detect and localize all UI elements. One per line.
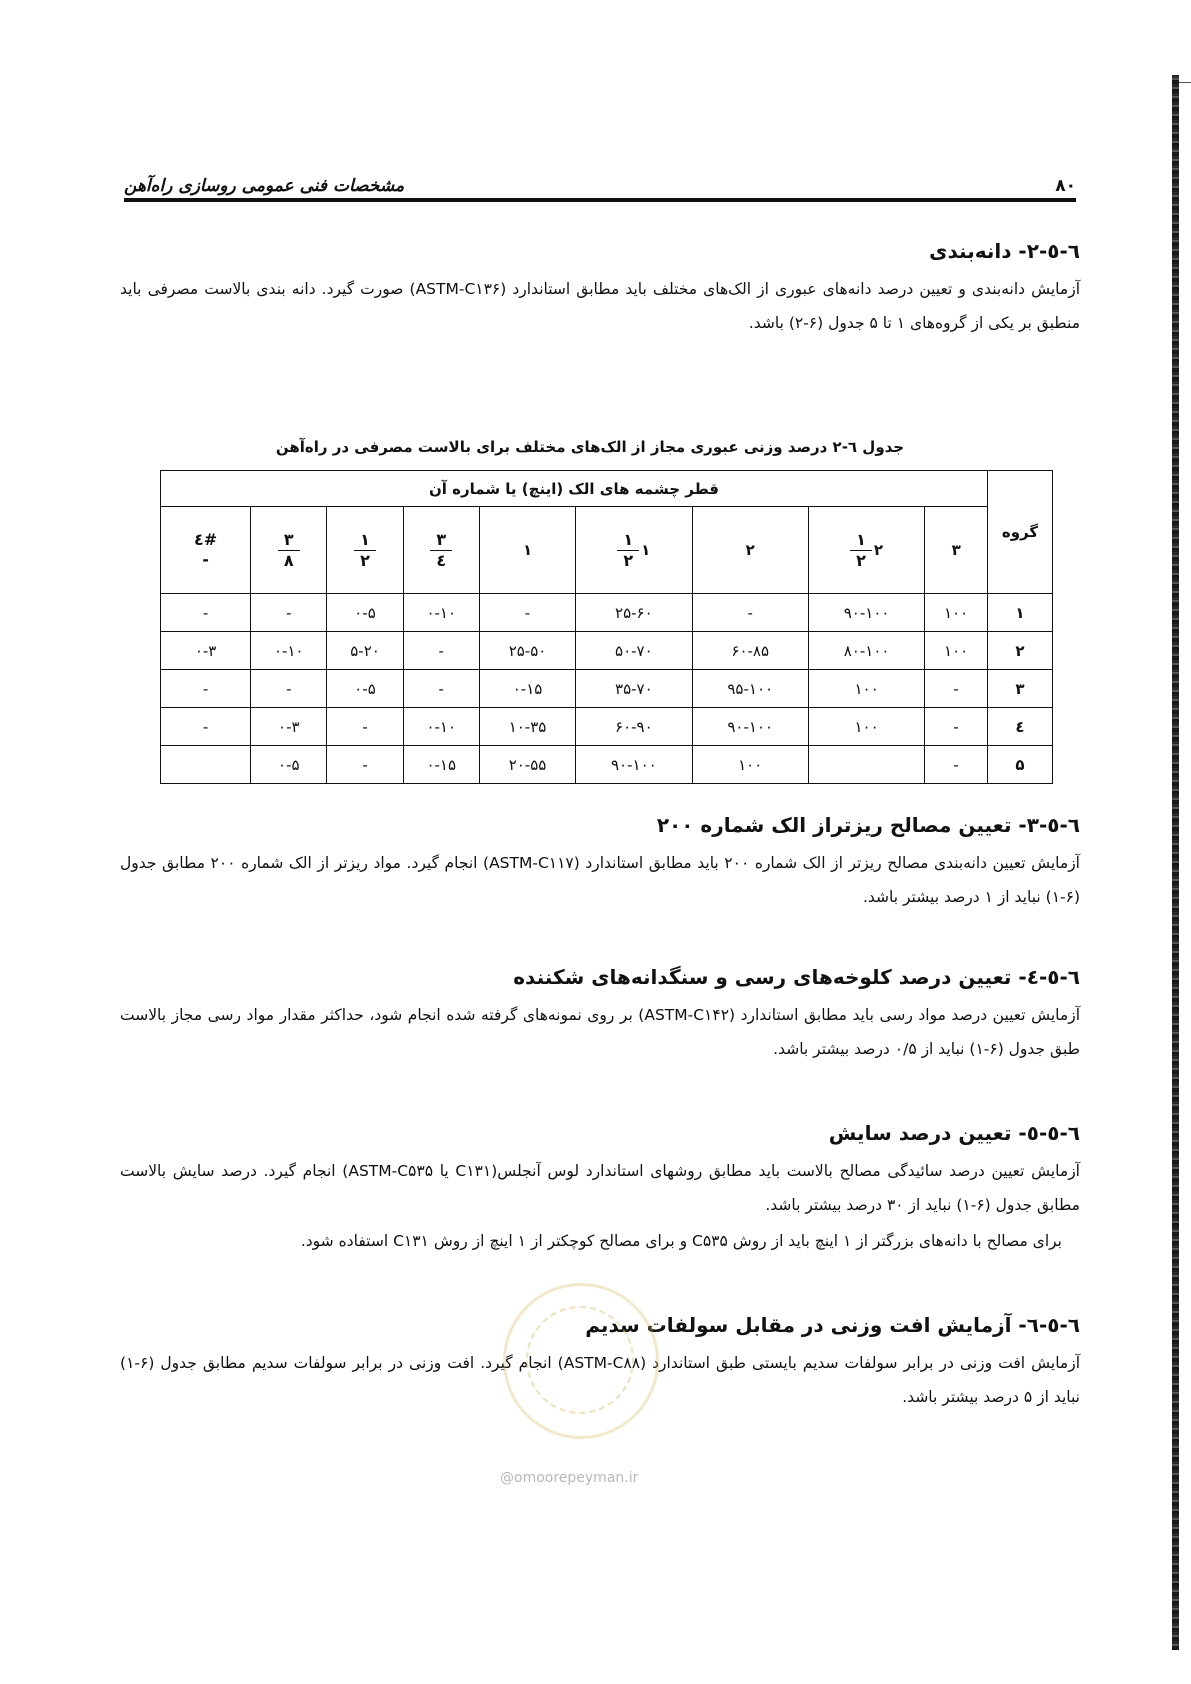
table-row — [161, 670, 1053, 708]
section-heading: ٦-٥-٤- تعیین درصد کلوخه‌های رسی و سنگدانه‌های شکننده — [513, 965, 1080, 989]
cell-group: ۲ — [988, 632, 1053, 670]
sieve-3/4: $\frac{۳}{٤}$ — [403, 507, 479, 594]
table-cell: ۰-۵ — [327, 670, 403, 708]
table-cell: - — [925, 708, 988, 746]
cell-group: ۱ — [988, 594, 1053, 632]
watermark-url: @omoorepeyman.ir — [500, 1470, 639, 1486]
table-cell: ۱۰۰ — [808, 708, 924, 746]
gradation-table — [160, 470, 1053, 784]
table-cell: ۱۰۰ — [808, 670, 924, 708]
table-cell: ۶۰-۸۵ — [692, 632, 808, 670]
table-cell: - — [161, 708, 251, 746]
table-cell: - — [925, 746, 988, 784]
table-cell: ۹۵-۱۰۰ — [692, 670, 808, 708]
table-cell: ۰-۱۰ — [403, 594, 479, 632]
table-cell: ۲۵-۵۰ — [479, 632, 575, 670]
table-row — [161, 746, 1053, 784]
table-cell: ۰-۵ — [251, 746, 327, 784]
table-row — [161, 594, 1053, 632]
sieve-no4: #٤ - — [161, 507, 251, 594]
table-cell: ۹۰-۱۰۰ — [576, 746, 692, 784]
section-heading: ٦-٥-٥- تعیین درصد سایش — [828, 1121, 1080, 1145]
table-cell: ۵۰-۷۰ — [576, 632, 692, 670]
table-cell: ۳۵-۷۰ — [576, 670, 692, 708]
sieve-1-1/2: ۱ $\frac{۱}{۲}$ — [576, 507, 692, 594]
table-cell: ۱۰۰ — [925, 594, 988, 632]
cell-group: ۳ — [988, 670, 1053, 708]
section-paragraph: آزمایش تعیین درصد مواد رسی باید مطابق استاندارد (ASTM-C۱۴۲) بر روی نمونه‌های گرفته شده انجام شود، حداکثر مقدار مواد رسی مجاز بالاست طبق جدول (۶-۱) نباید از ۰/۵ درصد بیشتر باشد. — [120, 1006, 1080, 1058]
table-cell: - — [161, 594, 251, 632]
table-cell: ۰-۳ — [251, 708, 327, 746]
running-header — [124, 168, 1076, 196]
table-cell: - — [161, 670, 251, 708]
section-gradation — [120, 236, 1080, 340]
table-cell: ۲۵-۶۰ — [576, 594, 692, 632]
table-row — [161, 632, 1053, 670]
table-cell: ۱۰-۳۵ — [479, 708, 575, 746]
watermark-seal — [503, 1283, 659, 1439]
table-cell: - — [403, 632, 479, 670]
table-cell: - — [327, 708, 403, 746]
header-group: گروه — [988, 471, 1053, 594]
table-cell: - — [692, 594, 808, 632]
page-number: ۸۰ — [1055, 176, 1076, 196]
section-clay-lumps — [120, 962, 1080, 1066]
header-sieve-sizes: قطر چشمه های الک (اینچ) یا شماره آن — [161, 471, 988, 507]
table-cell: ۰-۵ — [327, 594, 403, 632]
table-caption: جدول ٦-٢ درصد وزنی عبوری مجاز از الک‌های مختلف برای بالاست مصرفی در راه‌آهن — [275, 438, 905, 456]
table-cell: ۶۰-۹۰ — [576, 708, 692, 746]
table-cell: - — [327, 746, 403, 784]
table-cell: ۵-۲۰ — [327, 632, 403, 670]
page-edge-tick — [1179, 82, 1191, 83]
table-cell: ۹۰-۱۰۰ — [808, 594, 924, 632]
page-edge-scan-strip — [1172, 75, 1179, 1650]
table-cell: ۰-۳ — [161, 632, 251, 670]
table-cell: ۰-۱۰ — [403, 708, 479, 746]
table-cell: ۰-۱۵ — [403, 746, 479, 784]
section-paragraph: آزمایش افت وزنی در برابر سولفات سدیم بایستی طبق استاندارد (ASTM-C۸۸) انجام گیرد. افت وزنی در برابر سولفات سدیم مطابق جدول (۶-۱) نباید از ۵ درصد بیشتر باشد. — [120, 1354, 1081, 1406]
section-heading: ٦-٥-٢- دانه‌بندی — [929, 239, 1080, 263]
table-cell: ۰-۱۰ — [251, 632, 327, 670]
header-rule — [124, 198, 1076, 202]
table-cell: ۹۰-۱۰۰ — [692, 708, 808, 746]
table-cell: ۰-۱۵ — [479, 670, 575, 708]
sieve-2: ۲ — [692, 507, 808, 594]
table-cell — [161, 746, 251, 784]
sieve-1/2: $\frac{۱}{۲}$ — [327, 507, 403, 594]
table-cell: ۲۰-۵۵ — [479, 746, 575, 784]
section-paragraph: آزمایش تعیین درصد سائیدگی مصالح بالاست باید مطابق روشهای استاندارد لوس آنجلس(C۱۳۱ یا ASTM-C۵۳۵) انجام گیرد. درصد سایش بالاست مطابق جدول (۶-۱) نباید از ۳۰ درصد بیشتر باشد. — [120, 1162, 1080, 1214]
section-heading: ٦-٥-٦- آزمایش افت وزنی در مقابل سولفات سدیم — [585, 1313, 1080, 1337]
table-row — [161, 708, 1053, 746]
cell-group: ٤ — [988, 708, 1053, 746]
table-cell: ۱۰۰ — [692, 746, 808, 784]
sieve-1: ۱ — [479, 507, 575, 594]
table-cell: ۱۰۰ — [925, 632, 988, 670]
section-paragraph-note: برای مصالح با دانه‌های بزرگتر از ۱ اینچ باید از روش C۵۳۵ و برای مصالح کوچکتر از ۱ اینچ از روش C۱۳۱ استفاده شود. — [300, 1232, 1062, 1250]
sieve-3: ۳ — [925, 507, 988, 594]
cell-group: ۵ — [988, 746, 1053, 784]
table-cell: - — [479, 594, 575, 632]
table-body — [161, 594, 1053, 784]
table-cell: ۸۰-۱۰۰ — [808, 632, 924, 670]
section-abrasion — [120, 1118, 1080, 1258]
sieve-3/8: $\frac{۳}{۸}$ — [251, 507, 327, 594]
sieve-2-1/2: ۲ $\frac{۱}{۲}$ — [808, 507, 924, 594]
section-heading: ٦-٥-٣- تعیین مصالح ریزتراز الک شماره ۲۰۰ — [656, 813, 1080, 837]
table-cell — [808, 746, 924, 784]
section-paragraph: آزمایش تعیین دانه‌بندی مصالح ریزتر از الک شماره ۲۰۰ باید مطابق استاندارد (ASTM-C۱۱۷) انجام گیرد. مواد ریزتر از الک شماره ۲۰۰ مطابق جدول (۶-۱) نباید از ۱ درصد بیشتر باشد. — [120, 854, 1080, 906]
table-cell: - — [925, 670, 988, 708]
table-cell: - — [251, 670, 327, 708]
running-header-title: مشخصات فنی عمومی روسازی راه‌آهن — [124, 176, 405, 196]
section-paragraph: آزمایش دانه‌بندی و تعیین درصد دانه‌های عبوری از الک‌های مختلف باید مطابق استاندارد (ASTM-C۱۳۶) صورت گیرد. دانه بندی بالاست مصرفی باید منطبق بر یکی از گروه‌های ۱ تا ۵ جدول (۶-۲) باشد. — [120, 280, 1080, 332]
table-cell: - — [251, 594, 327, 632]
table-cell: - — [403, 670, 479, 708]
section-fines — [120, 810, 1080, 914]
